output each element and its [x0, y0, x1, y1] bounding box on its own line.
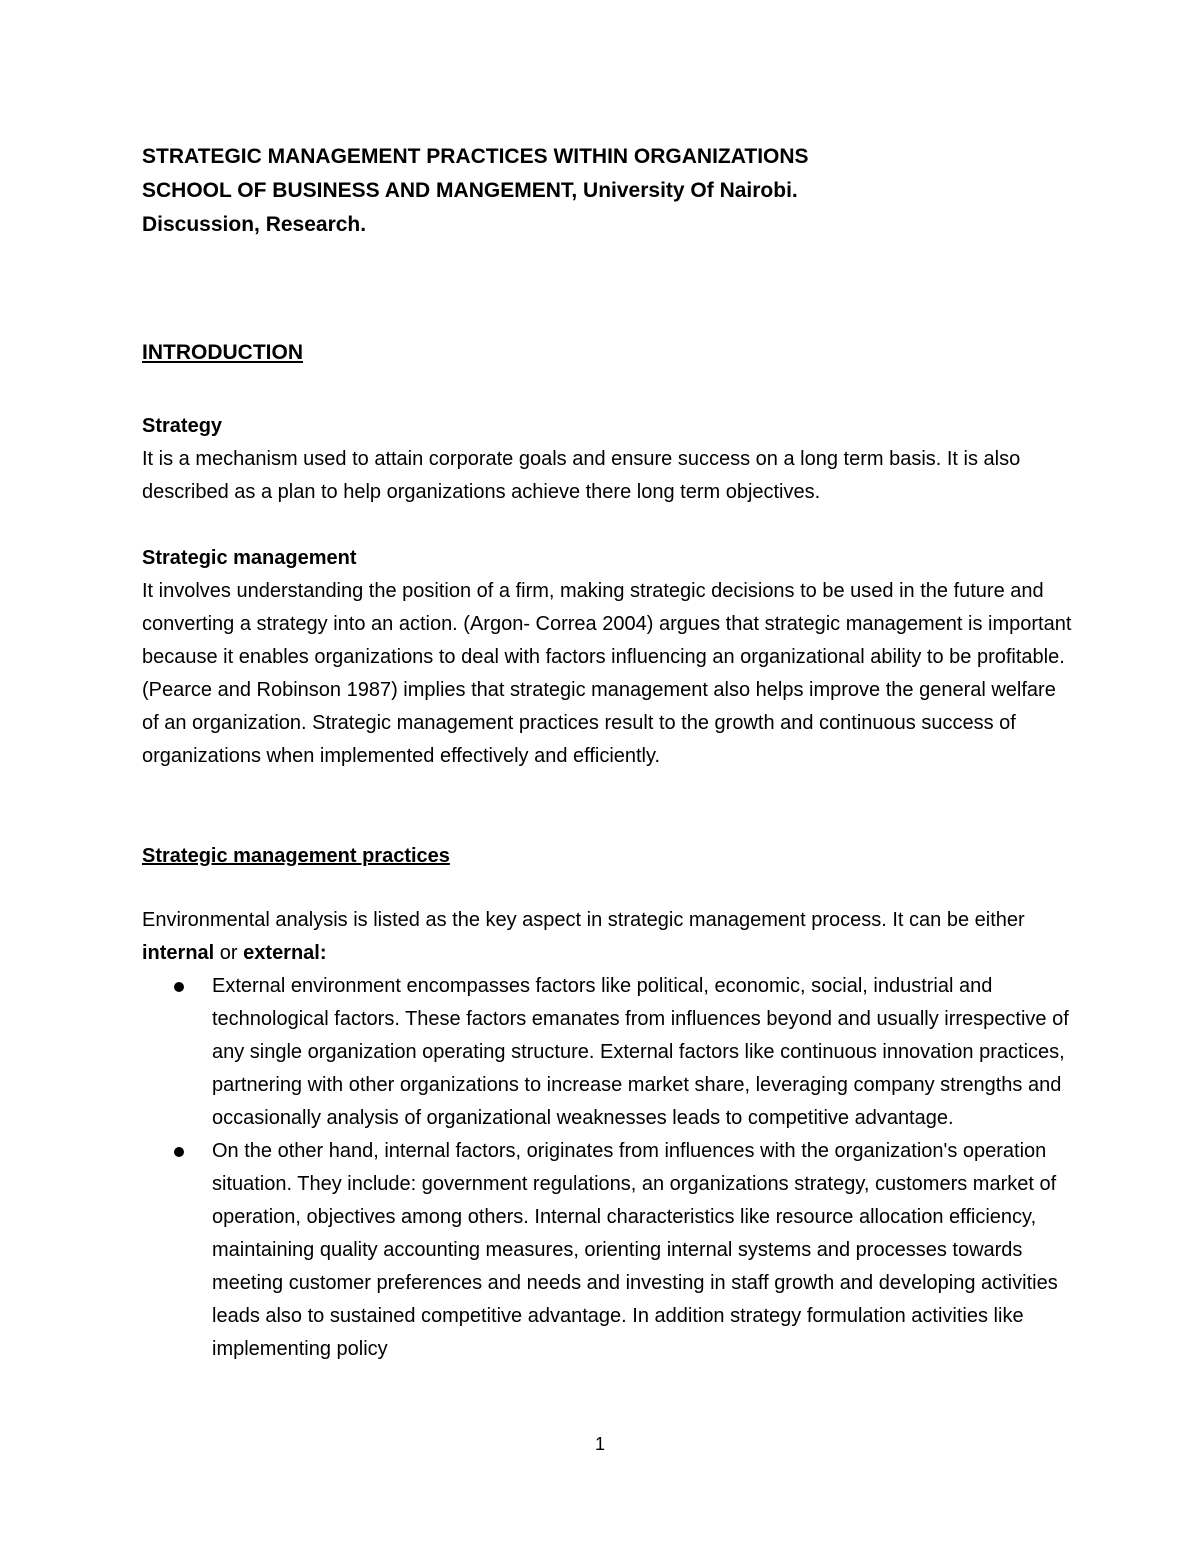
- strategic-management-heading: Strategic management: [142, 547, 357, 569]
- internal-term: internal: [142, 942, 215, 964]
- strategic-management-section: [142, 542, 1072, 773]
- practices-section: [142, 904, 1072, 1366]
- external-term: external:: [243, 942, 327, 964]
- strategy-section: [142, 410, 1072, 509]
- list-item: [142, 1135, 1072, 1366]
- discussion-line: Discussion, Research.: [142, 213, 367, 236]
- list-item: [142, 970, 1072, 1135]
- external-environment-text: External environment encompasses factors like political, economic, social, industrial and technological factors. These factors emanates from influences beyond and usually irrespective of any single organization operating structure. External factors like continuous innovation practices, partnering with other organizations to increase market share, leveraging company strengths and occasionally analysis of organizational weaknesses leads to competitive advantage.: [212, 975, 1069, 1129]
- bullet-icon: [174, 982, 184, 992]
- title-block: [142, 140, 1072, 242]
- document-title: STRATEGIC MANAGEMENT PRACTICES WITHIN ORGANIZATIONS: [142, 145, 809, 168]
- introduction-heading: INTRODUCTION: [142, 341, 303, 364]
- strategy-heading: Strategy: [142, 415, 223, 437]
- strategy-paragraph: It is a mechanism used to attain corporate goals and ensure success on a long term basis. It is also described as a plan to help organizations achieve there long term objectives.: [142, 448, 1021, 503]
- page-number: 1: [594, 1434, 605, 1454]
- environmental-analysis-paragraph: [142, 904, 1072, 970]
- intro-before-text: Environmental analysis is listed as the key aspect in strategic management process. It can be either: [142, 909, 1025, 931]
- factors-list: [142, 970, 1072, 1366]
- internal-factors-text: On the other hand, internal factors, originates from influences with the organization's operation situation. They include: government regulations, an organizations strategy, customers market of operation, objectives among others. Internal characteristics like resource allocation efficiency, maintaining quality accounting measures, orienting internal systems and processes towards meeting customer preferences and needs and investing in staff growth and developing activities leads also to sustained competitive advantage. In addition strategy formulation activities like implementing policy: [212, 1140, 1058, 1360]
- school-line: SCHOOL OF BUSINESS AND MANGEMENT, University Of Nairobi.: [142, 179, 798, 202]
- intro-or-text: or: [214, 942, 244, 964]
- strategic-management-paragraph: It involves understanding the position of a firm, making strategic decisions to be used in the future and converting a strategy into an action. (Argon- Correa 2004) argues that strategic management is important because it enables organizations to deal with factors influencing an organizational ability to be profitable. (Pearce and Robinson 1987) implies that strategic management also helps improve the general welfare of an organization. Strategic management practices result to the growth and continuous success of organizations when implemented effectively and efficiently.: [142, 580, 1072, 767]
- bullet-icon: [174, 1147, 184, 1157]
- practices-heading: Strategic management practices: [142, 845, 450, 867]
